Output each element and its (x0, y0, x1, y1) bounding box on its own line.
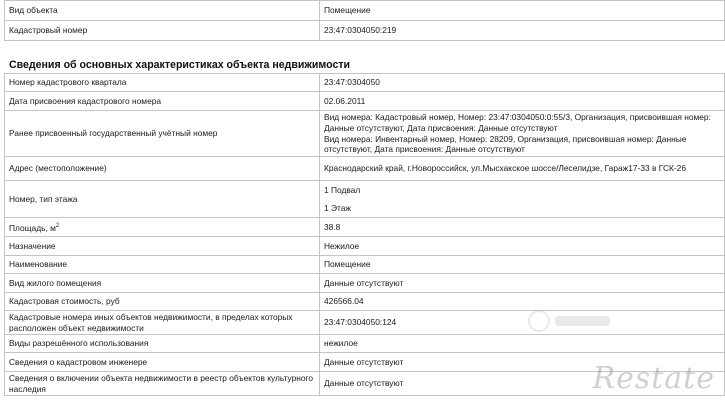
table-row (5, 74, 725, 92)
table-row (5, 21, 725, 41)
table-row (5, 218, 725, 237)
row-value: 23:47:0304050:124 (320, 311, 725, 335)
table-row (5, 372, 725, 396)
row-label: Наименование (5, 256, 320, 274)
row-value (320, 181, 725, 218)
row-value: 426566.04 (320, 293, 725, 311)
row-value: Краснодарский край, г.Новороссийск, ул.Мысхакское шоссе/Леселидзе, Гараж17-33 в ГСК-26 (320, 157, 725, 181)
row-label: Виды разрешённого использования (5, 335, 320, 353)
area-label: Площадь, м (9, 222, 56, 233)
floor-line: 1 Подвал (324, 184, 361, 195)
floor-gap (324, 196, 720, 203)
row-label: Номер кадастрового квартала (5, 74, 320, 92)
row-label: Назначение (5, 237, 320, 256)
table-row (5, 293, 725, 311)
row-label: Кадастровые номера иных объектов недвижимости, в пределах которых расположен объект недвижимости (5, 311, 320, 335)
table-row (5, 1, 725, 21)
row-value: Данные отсутствуют (320, 353, 725, 372)
row-label: Кадастровая стоимость, руб (5, 293, 320, 311)
cadastral-number-value: 23:47:0304050:219 (320, 21, 725, 41)
table-row (5, 353, 725, 372)
previous-number-line: Вид номера: Кадастровый номер, Номер: 23:47:0304050:0:55/3, Организация, присвоившая номер: Данные отсутствуют, Дата присвоения: Данные отсутствуют (324, 112, 711, 133)
area-unit-exponent: 2 (55, 222, 60, 229)
table-row (5, 237, 725, 256)
table-row (5, 335, 725, 353)
table-row (5, 157, 725, 181)
floor-line: 1 Этаж (324, 202, 352, 213)
row-value: 02.06.2011 (320, 92, 725, 111)
row-value: Помещение (320, 256, 725, 274)
row-value: Нежилое (320, 237, 725, 256)
cadastral-number-label: Кадастровый номер (5, 21, 320, 41)
table-row (5, 111, 725, 157)
table-row (5, 181, 725, 218)
object-summary-table (4, 0, 725, 41)
watermark-logo: Restate (592, 361, 715, 396)
row-value (320, 111, 725, 157)
section-title: Сведения об основных характеристиках объекта недвижимости (9, 59, 351, 71)
row-value: нежилое (320, 335, 725, 353)
table-row (5, 256, 725, 274)
table-row (5, 274, 725, 293)
table-row (5, 311, 725, 335)
row-label: Ранее присвоенный государственный учётный номер (5, 111, 320, 157)
row-label (5, 218, 320, 237)
row-label: Сведения о кадастровом инженере (5, 353, 320, 372)
row-value: 23:47:0304050 (320, 74, 725, 92)
previous-number-line: Вид номера: Инвентарный номер, Номер: 28209, Организация, присвоившая номер: Данные отсутствуют, Дата присвоения: Данные отсутствуют (324, 133, 687, 155)
object-type-label: Вид объекта (5, 1, 320, 21)
row-value: Данные отсутствуют (320, 274, 725, 293)
row-label: Сведения о включении объекта недвижимости в реестр объектов культурного наследия (5, 372, 320, 396)
row-value: Данные отсутствуют (320, 372, 725, 396)
characteristics-table (4, 73, 725, 396)
row-label: Номер, тип этажа (5, 181, 320, 218)
table-row (5, 92, 725, 111)
object-type-value: Помещение (320, 1, 725, 21)
row-value: 38.8 (320, 218, 725, 237)
row-label: Вид жилого помещения (5, 274, 320, 293)
row-label: Адрес (местоположение) (5, 157, 320, 181)
row-label: Дата присвоения кадастрового номера (5, 92, 320, 111)
